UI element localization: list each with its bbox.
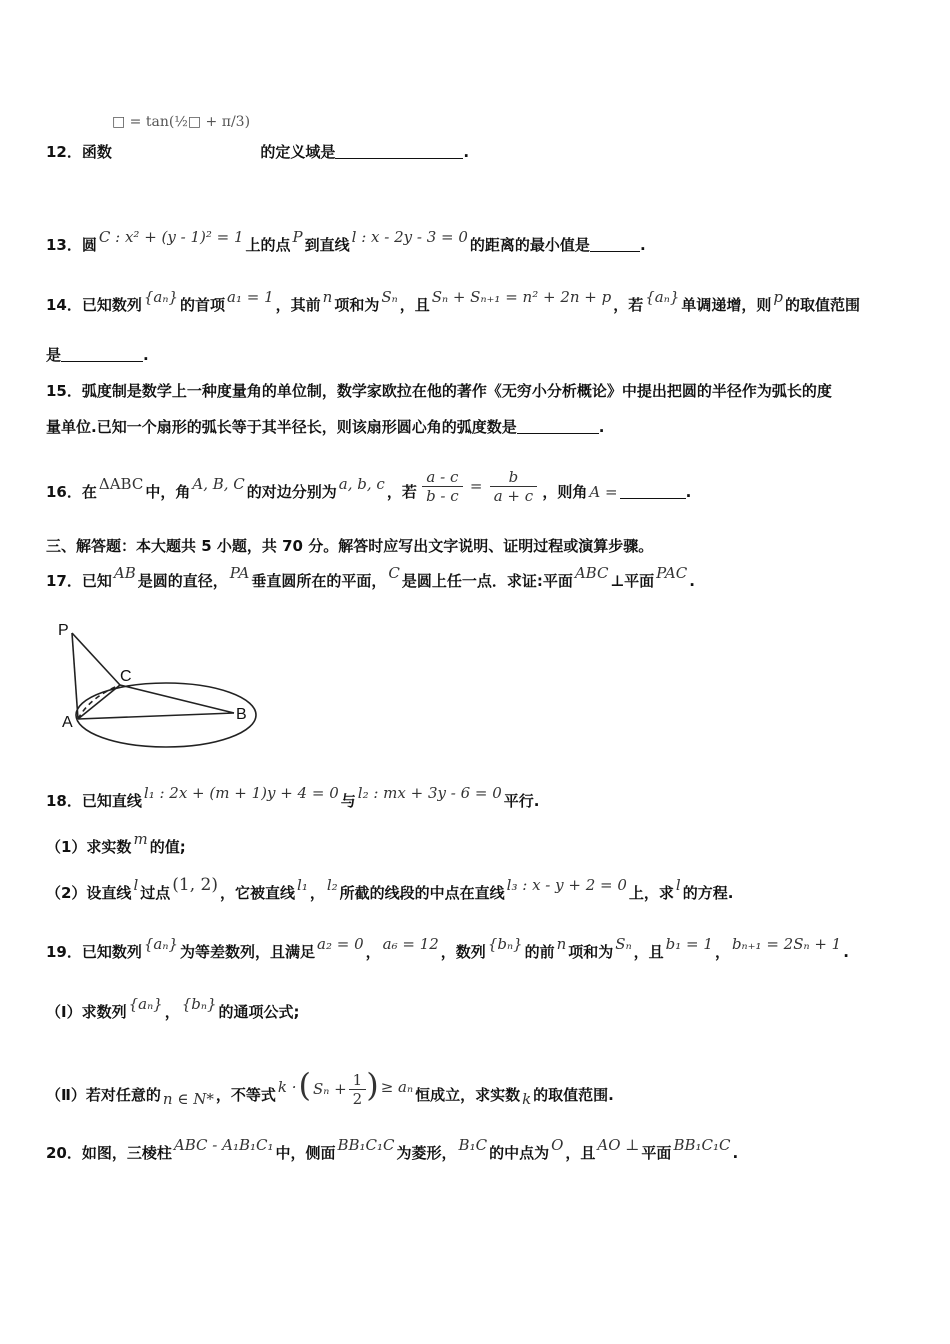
label-p: P	[58, 622, 69, 639]
label-b: B	[236, 706, 247, 723]
question-17: 17．已知 AB 是圆的直径， PA 垂直圆所在的平面， C 是圆上任一点．求证:平面 ABC ⊥平面 PAC .	[46, 564, 695, 590]
line-l3-equation: l₃ : x - y + 2 = 0	[506, 876, 627, 894]
question-18-part1: （1）求实数 m 的值;	[46, 830, 186, 856]
half-fraction: $\frac{1}{2}$	[349, 1071, 367, 1108]
segment-pa	[72, 633, 78, 719]
question-13: 13．圆 C : x² + (y - 1)² = 1 上的点 P 到直线 l : x - 2y - 3 = 0 的距离的最小值是 .	[46, 228, 646, 254]
right-fraction: $\frac{b}{a + c}$	[490, 468, 537, 505]
answer-blank-14[interactable]	[61, 347, 143, 362]
question-19-part1: （Ⅰ）求数列 {aₙ} ， {bₙ} 的通项公式;	[46, 995, 300, 1021]
question-18-part2: （2）设直线 l 过点 (1, 2) ，它被直线 l₁ ， l₂ 所截的线段的中点在直线 l₃ : x - y + 2 = 0 上，求 l 的方程.	[46, 875, 734, 902]
label-a: A	[62, 714, 73, 731]
question-14-cont: 是 .	[46, 346, 149, 364]
left-fraction: $\frac{a - c}{b - c}$	[422, 468, 463, 505]
question-18: 18．已知直线 l₁ : 2x + (m + 1)y + 4 = 0 与 l₂ : mx + 3y - 6 = 0 平行.	[46, 784, 540, 810]
question-16: 16．在 ΔABC 中，角 A, B, C 的对边分别为 a, b, c ，若 $\frac{a - c}{b - c}$ = $\frac{b}{a + c}$ ，则角 A = .	[46, 468, 692, 505]
sum-relation: Sₙ + Sₙ₊₁ = n² + 2n + p	[431, 288, 612, 306]
line-l2-equation: l₂ : mx + 3y - 6 = 0	[357, 784, 502, 802]
answer-blank-12[interactable]	[335, 144, 463, 159]
line-l1-equation: l₁ : 2x + (m + 1)y + 4 = 0	[143, 784, 339, 802]
question-15-line1: 15．弧度制是数学上一种度量角的单位制，数学家欧拉在他的著作《无穷小分析概论》中提出把圆的半径作为弧长的度	[46, 382, 832, 400]
line-equation: l : x - 2y - 3 = 0	[351, 228, 468, 246]
label-c: C	[120, 668, 132, 685]
geometry-figure-17	[50, 615, 260, 755]
section-3-heading: 三、解答题：本大题共 5 小题，共 70 分。解答时应写出文字说明、证明过程或演算步骤。	[46, 537, 654, 555]
segment-ab	[78, 713, 234, 719]
question-20: 20．如图，三棱柱 ABC - A₁B₁C₁ 中，侧面 BB₁C₁C 为菱形， B₁C 的中点为 O ，且 AO ⊥ 平面 BB₁C₁C .	[46, 1136, 739, 1162]
q12-formula: □ = tan(½□ + π/3)	[112, 114, 251, 130]
answer-blank-15[interactable]	[517, 419, 599, 434]
answer-blank-13[interactable]	[590, 237, 640, 252]
answer-blank-16[interactable]	[620, 484, 686, 499]
question-19-part2: （Ⅱ）若对任意的 n ∈ N* ，不等式 k ·( Sₙ + $\frac{1}{2}$ ) ≥ aₙ 恒成立，求实数 k 的取值范围.	[46, 1066, 614, 1108]
question-12: 12．函数 的定义域是 .	[46, 143, 470, 161]
question-14: 14．已知数列 {aₙ} 的首项 a₁ = 1 ，其前 n 项和为 Sₙ ，且 Sₙ + Sₙ₊₁ = n² + 2n + p ，若 {aₙ} 单调递增，则 p 的取值范围	[46, 288, 861, 314]
circle-equation: C : x² + (y - 1)² = 1	[98, 228, 244, 246]
question-15-line2: 量单位.已知一个扇形的弧长等于其半径长，则该扇形圆心角的弧度数是 .	[46, 418, 605, 436]
question-19: 19．已知数列 {aₙ} 为等差数列，且满足 a₂ = 0 ， a₆ = 12 ，数列 {bₙ} 的前 n 项和为 Sₙ ，且 b₁ = 1 ， bₙ₊₁ = 2Sₙ + 1 .	[46, 935, 849, 961]
segment-pc	[72, 633, 120, 685]
